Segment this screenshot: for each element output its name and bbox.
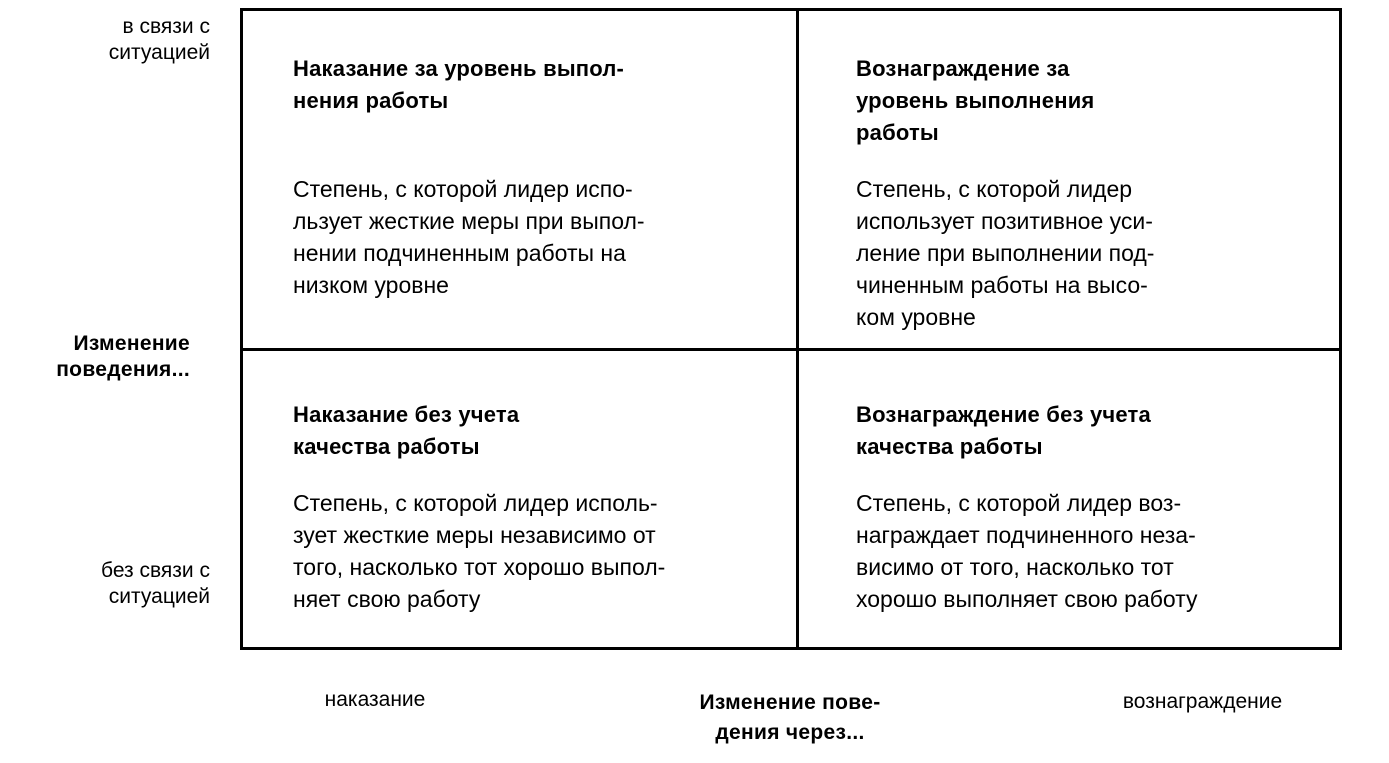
quadrant-title: Наказание без учета качества работы [293, 402, 520, 459]
quadrant-description: Степень, с которой лидер исполь- зует жесткие меры независимо от того, насколько тот хорошо выпол- няет свою работу [293, 490, 666, 612]
quadrant-description: Степень, с которой лидер испо- льзует жесткие меры при выпол- нении подчиненным работы на низком уровне [293, 176, 645, 298]
quadrant-description: Степень, с которой лидер использует позитивное уси- ление при выполнении под- чиненным работы на высо- ком уровне [856, 176, 1155, 330]
vertical-divider [796, 11, 799, 647]
x-axis-title: Изменение пове- дения через... [699, 691, 881, 744]
quadrant-top-right [856, 53, 1326, 333]
quadrant-title: Вознаграждение за уровень выполнения работы [856, 56, 1095, 145]
quadrant-description: Степень, с которой лидер воз- награждает подчиненного неза- висимо от того, насколько тот хорошо выполняет свою работу [856, 490, 1198, 612]
quadrant-bottom-left [293, 399, 773, 615]
horizontal-divider [243, 348, 1339, 351]
quadrant-title: Вознаграждение без учета качества работы [856, 402, 1151, 459]
y-axis-bottom-label: без связи с ситуацией [101, 559, 210, 608]
quadrant-title: Наказание за уровень выпол- нения работы [293, 56, 625, 113]
y-axis-title: Изменение поведения... [56, 332, 190, 381]
x-axis-left-label: наказание [324, 688, 426, 711]
quadrant-matrix [240, 8, 1342, 650]
x-axis-right-label: вознаграждение [1122, 690, 1283, 713]
quadrant-top-left [293, 53, 763, 301]
quadrant-bottom-right [856, 399, 1326, 615]
y-axis-top-label: в связи с ситуацией [108, 15, 210, 64]
